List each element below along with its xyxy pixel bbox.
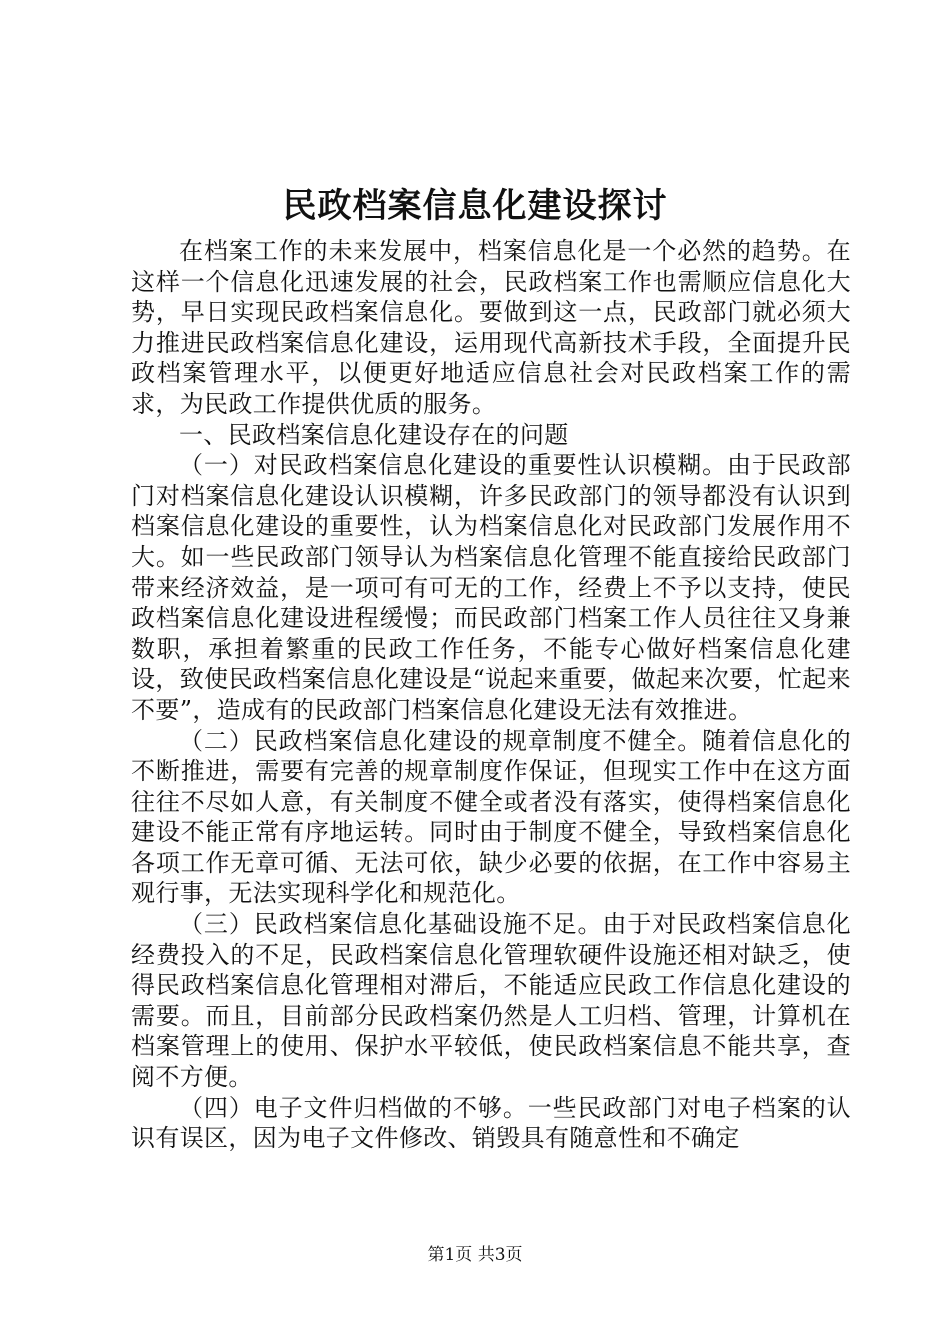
section-heading-problems: 一、民政档案信息化建设存在的问题 xyxy=(179,420,569,449)
document-title: 民政档案信息化建设探讨 xyxy=(282,186,668,226)
paragraph-problem-4: （四）电子文件归档做的不够。一些民政部门对电子档案的认识有误区，因为电子文件修改、销毁具有随意性和不确定 xyxy=(131,1093,851,1153)
page-footer: 第1页 共3页 xyxy=(427,1245,523,1265)
paragraph-problem-1: （一）对民政档案信息化建设的重要性认识模糊。由于民政部门对档案信息化建设认识模糊，许多民政部门的领导都没有认识到档案信息化建设的重要性，认为档案信息化对民政部门发展作用不大。如一些民政部门领导认为档案信息化管理不能直接给民政部门带来经济效益，是一项可有可无的工作，经费上不予以支持，使民政档案信息化建设进程缓慢；而民政部门档案工作人员往往又身兼数职，承担着繁重的民政工作任务，不能专心做好档案信息化建设，致使民政档案信息化建设是“说起来重要，做起来次要，忙起来不要”，造成有的民政部门档案信息化建设无法有效推进。 xyxy=(131,451,851,724)
paragraph-problem-3: （三）民政档案信息化基础设施不足。由于对民政档案信息化经费投入的不足，民政档案信息化管理软硬件设施还相对缺乏，使得民政档案信息化管理相对滞后，不能适应民政工作信息化建设的需要。而且，目前部分民政档案仍然是人工归档、管理，计算机在档案管理上的使用、保护水平较低，使民政档案信息不能共享，查阅不方便。 xyxy=(131,910,851,1092)
paragraph-problem-2: （二）民政档案信息化建设的规章制度不健全。随着信息化的不断推进，需要有完善的规章制度作保证，但现实工作中在这方面往往不尽如人意，有关制度不健全或者没有落实，使得档案信息化建设不能正常有序地运转。同时由于制度不健全，导致档案信息化各项工作无章可循、无法可依，缺少必要的依据，在工作中容易主观行事，无法实现科学化和规范化。 xyxy=(131,726,851,908)
document-body xyxy=(131,236,851,1154)
paragraph-intro: 在档案工作的未来发展中，档案信息化是一个必然的趋势。在这样一个信息化迅速发展的社会，民政档案工作也需顺应信息化大势，早日实现民政档案信息化。要做到这一点，民政部门就必须大力推进民政档案信息化建设，运用现代高新技术手段，全面提升民政档案管理水平，以便更好地适应信息社会对民政档案工作的需求，为民政工作提供优质的服务。 xyxy=(131,237,851,418)
